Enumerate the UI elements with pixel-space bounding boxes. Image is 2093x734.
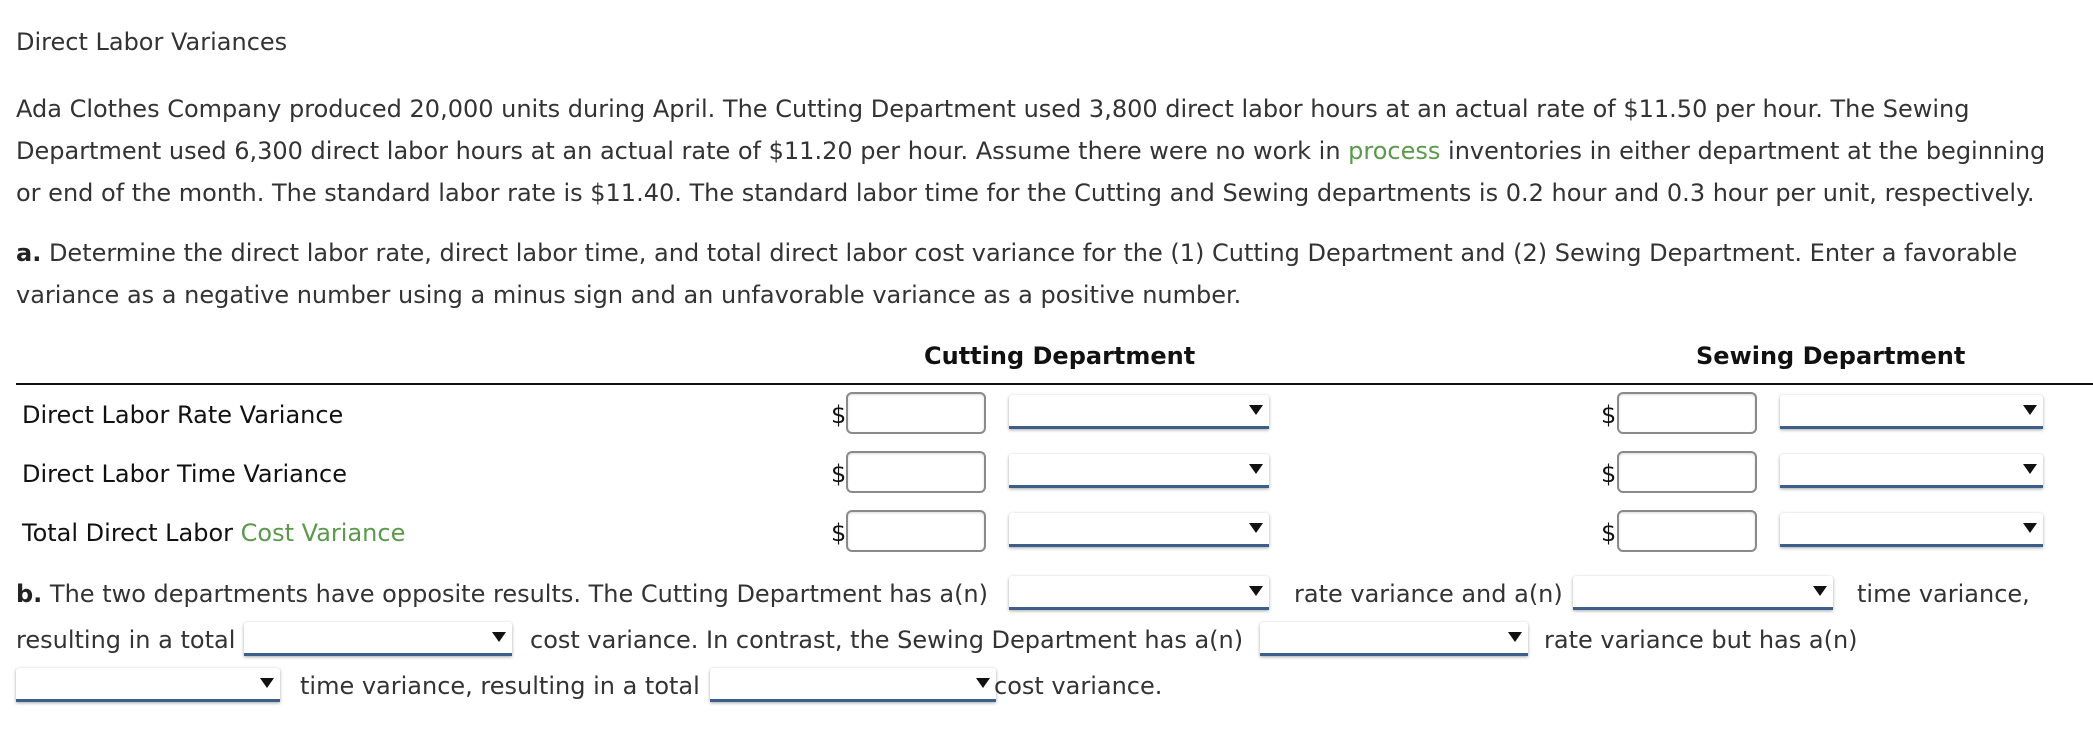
sewing-rate-variance-select[interactable] bbox=[1780, 395, 2043, 429]
cutting-rate-variance-select[interactable] bbox=[1009, 395, 1269, 429]
chevron-down-icon bbox=[2023, 405, 2037, 415]
part-b-text: The two departments have opposite results. The Cutting Department has a(n) bbox=[42, 580, 988, 608]
sewing-total-result-select[interactable] bbox=[710, 668, 996, 702]
part-b-text: rate variance and a(n) bbox=[1294, 580, 1563, 608]
cutting-rate-result-select[interactable] bbox=[1009, 576, 1269, 610]
chevron-down-icon bbox=[2023, 523, 2037, 533]
cutting-time-variance-input[interactable] bbox=[846, 451, 986, 493]
currency-symbol: $ bbox=[1601, 460, 1617, 488]
sewing-total-cost-variance-select[interactable] bbox=[1780, 513, 2043, 547]
chevron-down-icon bbox=[492, 632, 506, 642]
chevron-down-icon bbox=[1249, 586, 1263, 596]
part-b-text: cost variance. bbox=[994, 672, 1163, 700]
row-label-total-cost-variance bbox=[22, 519, 405, 547]
part-b-text: resulting in a total bbox=[16, 626, 236, 654]
sewing-rate-result-select[interactable] bbox=[1260, 622, 1528, 656]
part-b-text: time variance, resulting in a total bbox=[300, 672, 700, 700]
row-label-text: Total Direct Labor bbox=[22, 519, 241, 547]
row-label-text: Direct Labor Time Variance bbox=[22, 460, 348, 488]
row-label-time-variance bbox=[22, 460, 347, 488]
sewing-time-variance-select[interactable] bbox=[1780, 454, 2043, 488]
intro-text-start: Ada Clothes Company produced 20,000 units during April. The Cutting Department used 3,800 direct labor hours at an actual rate of $11.50 per hour. The Sewing Department used 6,300 direct labor hours at an actual rate of $11.20 per hour. Assume there were no work in bbox=[16, 95, 1970, 165]
part-b-text: time variance, bbox=[1857, 580, 2030, 608]
chevron-down-icon bbox=[1813, 586, 1827, 596]
table-header-divider bbox=[16, 383, 2093, 385]
chevron-down-icon bbox=[1249, 523, 1263, 533]
part-a-label: a. bbox=[16, 239, 42, 267]
chevron-down-icon bbox=[2023, 464, 2037, 474]
chevron-down-icon bbox=[1249, 405, 1263, 415]
sewing-total-cost-variance-input[interactable] bbox=[1617, 510, 1757, 552]
part-b-label: b. bbox=[16, 580, 43, 608]
cutting-total-result-select[interactable] bbox=[244, 622, 512, 656]
chevron-down-icon bbox=[260, 678, 274, 688]
part-b-text: cost variance. In contrast, the Sewing Department has a(n) bbox=[530, 626, 1244, 654]
part-a-instructions bbox=[16, 232, 2076, 316]
currency-symbol: $ bbox=[831, 401, 847, 429]
sewing-time-variance-input[interactable] bbox=[1617, 451, 1757, 493]
currency-symbol: $ bbox=[831, 519, 847, 547]
cutting-total-cost-variance-select[interactable] bbox=[1009, 513, 1269, 547]
cutting-rate-variance-input[interactable] bbox=[846, 392, 986, 434]
currency-symbol: $ bbox=[831, 460, 847, 488]
column-header-cutting: Cutting Department bbox=[924, 342, 1196, 370]
cutting-time-variance-select[interactable] bbox=[1009, 454, 1269, 488]
sewing-time-result-select[interactable] bbox=[16, 668, 280, 702]
cutting-total-cost-variance-input[interactable] bbox=[846, 510, 986, 552]
intro-text-end: inventories in either department at the beginning or end of the month. The standard labor rate is $11.40. The standard labor time for the Cutting and Sewing departments is 0.2 hour and 0.3 hour per unit, respectively. bbox=[16, 137, 2046, 207]
chevron-down-icon bbox=[976, 678, 990, 688]
glossary-term-cost-variance[interactable]: Cost Variance bbox=[240, 519, 406, 547]
row-label-rate-variance bbox=[22, 401, 343, 429]
currency-symbol: $ bbox=[1601, 519, 1617, 547]
part-b-text: rate variance but has a(n) bbox=[1544, 626, 1858, 654]
cutting-time-result-select[interactable] bbox=[1573, 576, 1833, 610]
glossary-term-process[interactable]: process bbox=[1348, 137, 1441, 165]
chevron-down-icon bbox=[1249, 464, 1263, 474]
part-b-line-1 bbox=[16, 580, 988, 608]
problem-title: Direct Labor Variances bbox=[16, 28, 288, 56]
chevron-down-icon bbox=[1508, 632, 1522, 642]
part-a-text: Determine the direct labor rate, direct labor time, and total direct labor cost variance for the (1) Cutting Department and (2) Sewing Department. Enter a favorable variance as a negative number using a minus sign and an unfavorable variance as a positive number. bbox=[16, 239, 2018, 309]
sewing-rate-variance-input[interactable] bbox=[1617, 392, 1757, 434]
currency-symbol: $ bbox=[1601, 401, 1617, 429]
column-header-sewing: Sewing Department bbox=[1696, 342, 1966, 370]
problem-intro bbox=[16, 88, 2076, 214]
row-label-text: Direct Labor Rate Variance bbox=[22, 401, 344, 429]
